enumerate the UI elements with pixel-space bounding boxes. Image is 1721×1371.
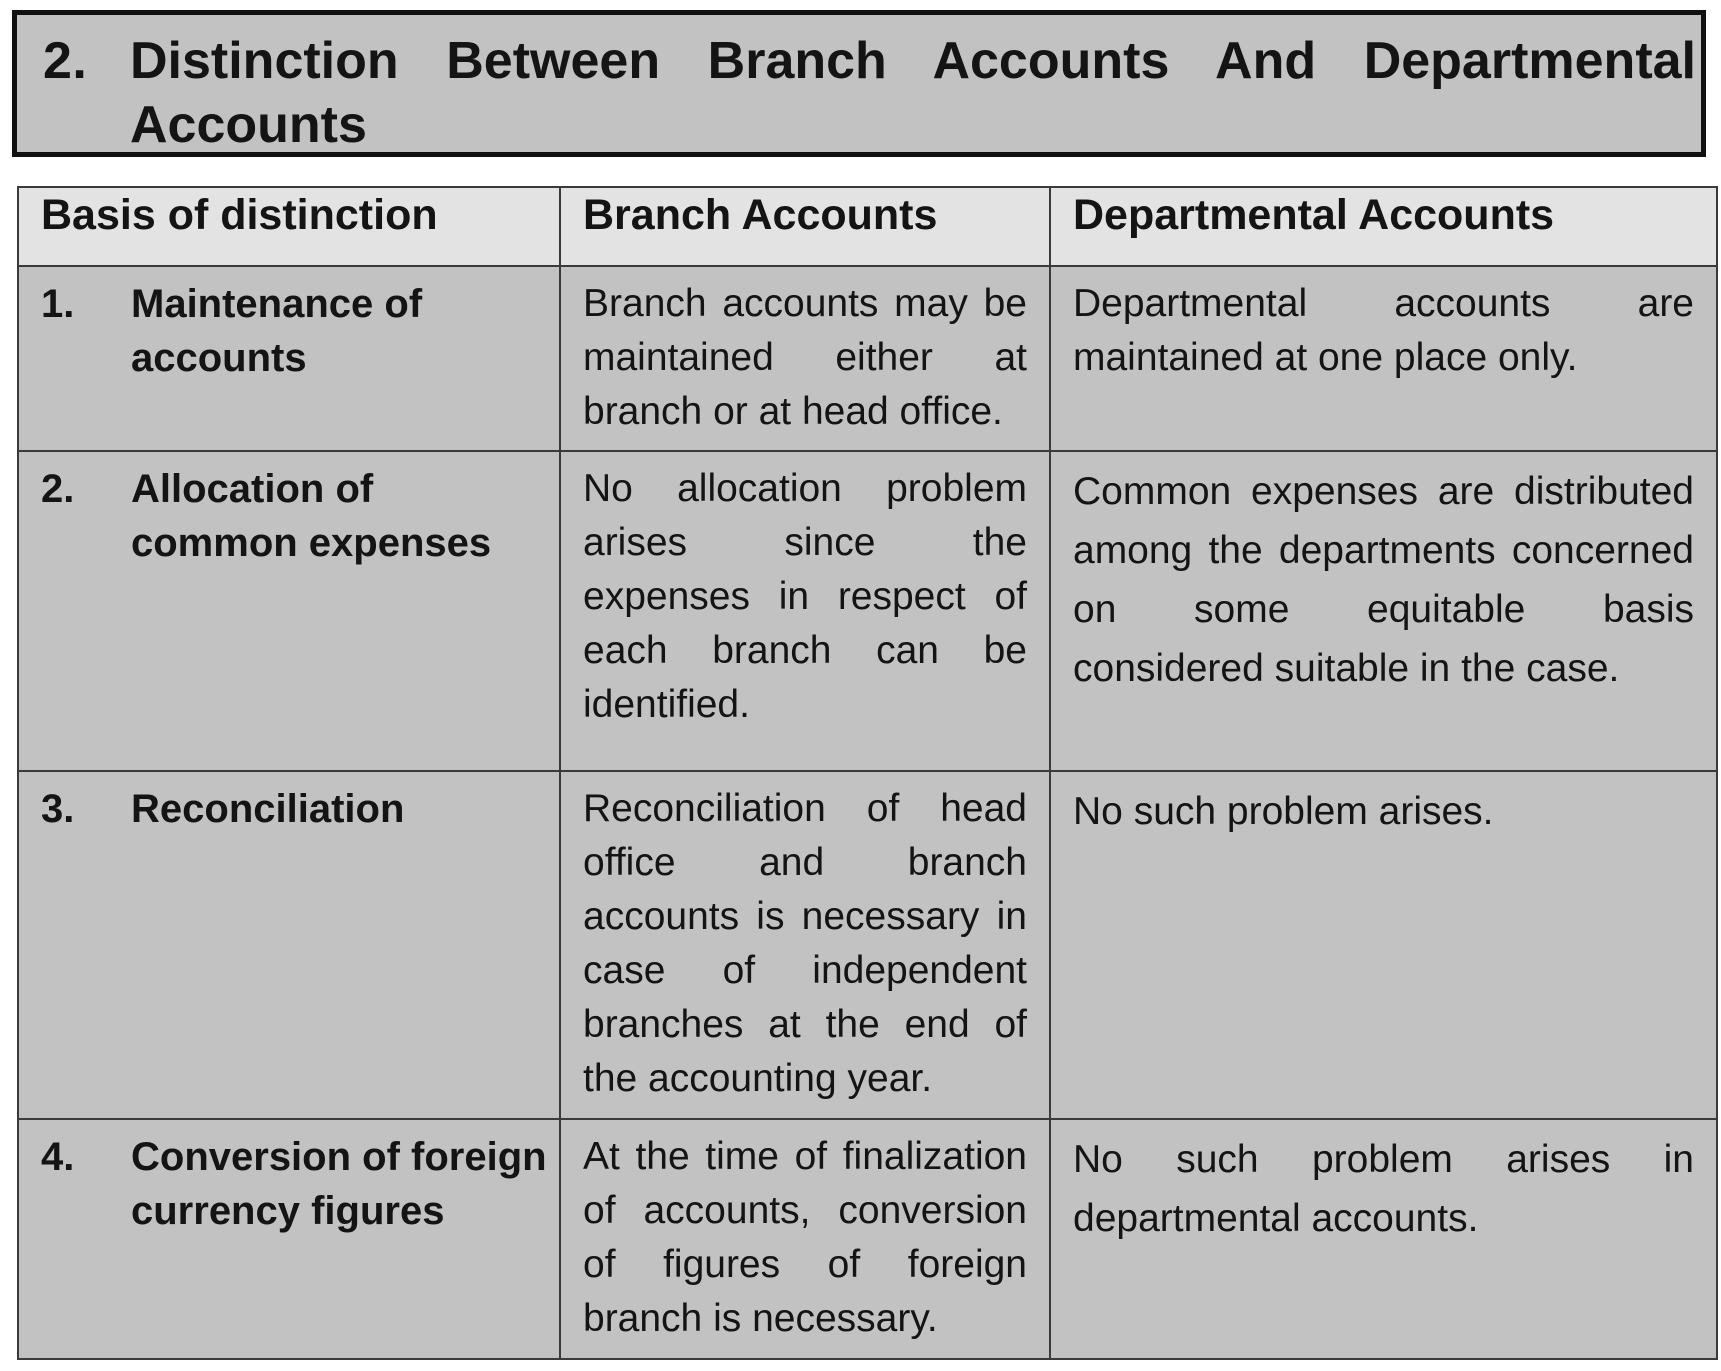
basis-label: Conversion of foreign currency figures (131, 1135, 547, 1233)
departmental-cell (1050, 266, 1717, 451)
basis-cell (18, 771, 560, 1119)
row-number: 4. (41, 1135, 75, 1179)
table-row (18, 771, 1717, 1119)
departmental-text: Common expenses are distributed among the departments concerned on some equitable basis considered suitable in the case. (1073, 470, 1694, 690)
distinction-table (17, 186, 1718, 1360)
branch-text: Branch accounts may be maintained either at branch or at head office. (583, 282, 1027, 433)
header-departmental-accounts: Departmental Accounts (1050, 187, 1717, 266)
departmental-text: No such problem arises in departmental accounts. (1073, 1138, 1694, 1240)
basis-label: Allocation of common expenses (131, 467, 492, 565)
branch-text: Reconciliation of head office and branch accounts is necessary in case of independent branches at the end of the accounting year. (583, 787, 1027, 1100)
branch-cell (560, 451, 1050, 771)
branch-cell (560, 266, 1050, 451)
branch-cell (560, 1119, 1050, 1359)
departmental-cell (1050, 451, 1717, 771)
basis-cell (18, 451, 560, 771)
row-number: 3. (41, 787, 75, 831)
departmental-text: Departmental accounts are maintained at one place only. (1073, 282, 1694, 379)
basis-cell (18, 266, 560, 451)
row-number: 2. (41, 467, 75, 511)
basis-label: Reconciliation (131, 787, 405, 831)
departmental-text: No such problem arises. (1073, 790, 1494, 833)
row-number: 1. (41, 282, 75, 326)
branch-text: No allocation problem arises since the expenses in respect of each branch can be identified. (583, 467, 1027, 726)
section-title: Distinction Between Branch Accounts And Departmental Accounts (130, 32, 1696, 154)
table-row (18, 1119, 1717, 1359)
branch-text: At the time of finalization of accounts, conversion of figures of foreign branch is necessary. (583, 1135, 1027, 1340)
branch-cell (560, 771, 1050, 1119)
section-heading-box (12, 10, 1706, 157)
header-branch-accounts: Branch Accounts (560, 187, 1050, 266)
basis-cell (18, 1119, 560, 1359)
header-basis: Basis of distinction (18, 187, 560, 266)
table-row (18, 451, 1717, 771)
table-row (18, 266, 1717, 451)
basis-label: Maintenance of accounts (131, 282, 423, 380)
departmental-cell (1050, 1119, 1717, 1359)
departmental-cell (1050, 771, 1717, 1119)
section-number: 2. (43, 32, 88, 90)
table-header-row (18, 187, 1717, 266)
